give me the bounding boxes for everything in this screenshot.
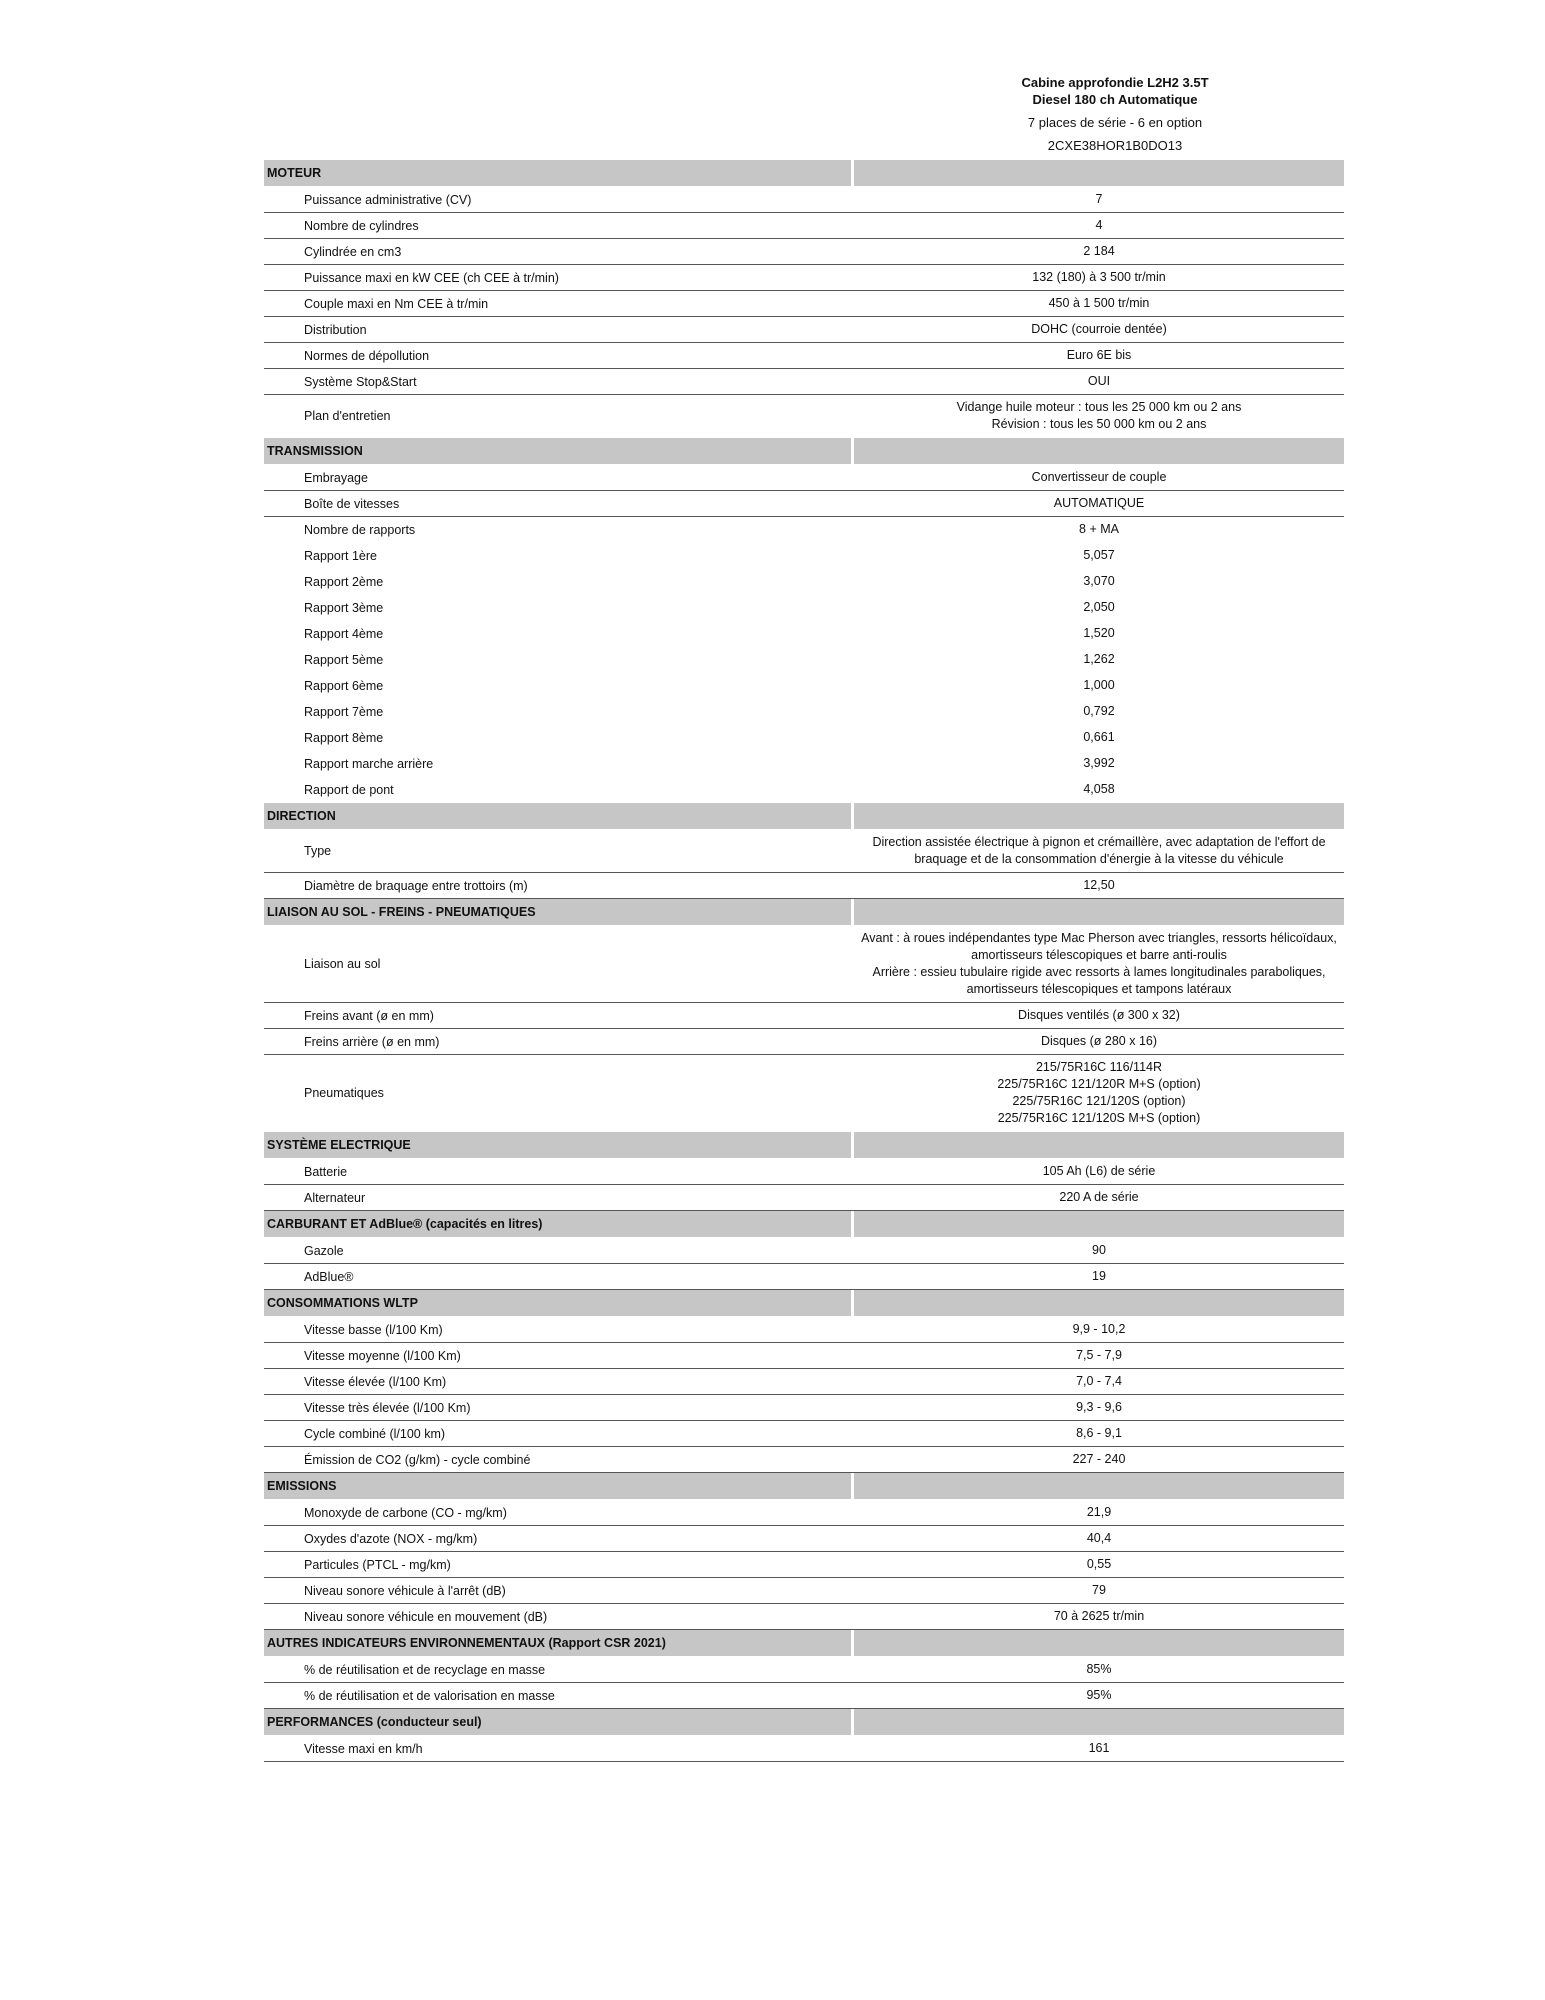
spec-row [264,1604,1344,1630]
spec-row [264,491,1344,517]
spec-label: Rapport 3ème [304,600,384,615]
spec-value-line: 7,0 - 7,4 [1076,1374,1122,1388]
spec-row [264,1447,1344,1473]
spec-row [264,569,1344,595]
spec-label: Type [304,844,332,858]
spec-value-line: 1,262 [1083,652,1115,666]
spec-value-line: 2,050 [1083,600,1115,614]
spec-row [264,543,1344,569]
spec-value-line: 3,070 [1083,574,1115,588]
spec-label: Oxydes d'azote (NOX - mg/km) [304,1531,478,1546]
spec-value-line: 19 [1092,1269,1106,1283]
spec-value [854,673,1344,698]
spec-value [854,1185,1344,1210]
spec-value-line: 225/75R16C 121/120S M+S (option) [997,1111,1201,1125]
spec-label: Couple maxi en Nm CEE à tr/min [304,296,489,311]
spec-value [854,1238,1344,1263]
spec-row [264,1578,1344,1604]
spec-value [854,1683,1344,1708]
section-header [264,1709,1344,1735]
spec-value [854,317,1344,342]
spec-value-line: 0,661 [1083,730,1115,744]
section-header-fill [854,160,1344,186]
spec-row [264,673,1344,699]
spec-value-line: AUTOMATIQUE [1053,496,1145,510]
spec-label: Rapport 2ème [304,574,384,589]
spec-value-line: 21,9 [1086,1505,1112,1519]
model-code: 2CXE38HOR1B0DO13 [1047,138,1183,153]
spec-row [264,343,1344,369]
spec-row [264,1055,1344,1132]
spec-value [854,213,1344,238]
section-header [264,1290,1344,1316]
spec-value-line: 132 (180) à 3 500 tr/min [1032,270,1166,284]
spec-row [264,291,1344,317]
spec-value [854,1604,1344,1629]
spec-row [264,187,1344,213]
spec-value-line: 161 [1088,1741,1110,1755]
spec-row [264,1657,1344,1683]
spec-value-line: 3,992 [1083,756,1115,770]
section-title: SYSTÈME ELECTRIQUE [264,1132,851,1158]
spec-row [264,465,1344,491]
spec-row [264,1526,1344,1552]
section-title: CARBURANT ET AdBlue® (capacités en litres) [264,1211,851,1237]
spec-value [854,491,1344,516]
spec-value-line: 450 à 1 500 tr/min [1048,296,1150,310]
spec-row [264,1185,1344,1211]
spec-row [264,725,1344,751]
spec-value [854,395,1344,437]
section-header-fill [854,1132,1344,1158]
spec-value-line: 225/75R16C 121/120R M+S (option) [997,1077,1201,1091]
section-header-fill [854,803,1344,829]
spec-value [854,1369,1344,1394]
section-header [264,438,1344,464]
spec-row [264,699,1344,725]
spec-row [264,1238,1344,1264]
spec-value [854,343,1344,368]
section-title: MOTEUR [264,160,851,186]
spec-value [854,647,1344,672]
spec-row [264,1029,1344,1055]
section-header [264,1473,1344,1499]
spec-value [854,1447,1344,1472]
spec-value [854,1657,1344,1682]
section-header [264,803,1344,829]
spec-label: Vitesse élevée (l/100 Km) [304,1374,447,1389]
spec-value [854,1578,1344,1603]
spec-row [264,317,1344,343]
spec-value-line: Révision : tous les 50 000 km ou 2 ans [991,417,1207,431]
spec-value-line: 4 [1095,218,1103,232]
spec-value-line: 220 A de série [1059,1190,1139,1204]
section-header-fill [854,899,1344,925]
spec-value-line: OUI [1087,374,1111,388]
spec-value [854,1029,1344,1054]
spec-label: Distribution [304,322,367,337]
spec-row [264,239,1344,265]
spec-label: Nombre de rapports [304,522,416,537]
spec-label: Particules (PTCL - mg/km) [304,1557,451,1572]
spec-label: Alternateur [304,1190,366,1205]
spec-value [854,517,1344,542]
spec-row [264,751,1344,777]
spec-row [264,1343,1344,1369]
spec-row [264,873,1344,899]
spec-value-line: 4,058 [1083,782,1115,796]
spec-value [854,725,1344,750]
spec-value-line: 40,4 [1086,1531,1112,1545]
spec-label: Rapport 7ème [304,704,384,719]
spec-value [854,569,1344,594]
spec-label: % de réutilisation et de valorisation en masse [304,1688,555,1703]
spec-row [264,517,1344,543]
section-title: CONSOMMATIONS WLTP [264,1290,851,1316]
spec-value-line: 85% [1086,1662,1112,1676]
spec-value [854,1264,1344,1289]
model-header [848,74,1382,154]
spec-value [854,1526,1344,1551]
section-header-fill [854,1473,1344,1499]
spec-row [264,1003,1344,1029]
spec-label: Monoxyde de carbone (CO - mg/km) [304,1505,507,1520]
spec-row [264,1317,1344,1343]
spec-row [264,1736,1344,1762]
spec-value-line: 225/75R16C 121/120S (option) [1012,1094,1186,1108]
model-title-line-1: Cabine approfondie L2H2 3.5T [1021,75,1209,90]
spec-value-line: DOHC (courroie dentée) [1031,322,1167,336]
spec-label: Rapport 5ème [304,652,384,667]
spec-label: Liaison au sol [304,957,381,971]
seats-info: 7 places de série - 6 en option [1027,115,1203,130]
spec-label: Puissance administrative (CV) [304,192,472,207]
spec-label: % de réutilisation et de recyclage en masse [304,1662,546,1677]
spec-value-line: Avant : à roues indépendantes type Mac Pherson avec triangles, ressorts hélicoïdaux, [861,931,1337,945]
spec-value-line: 1,000 [1083,678,1115,692]
spec-row [264,395,1344,438]
spec-value-line: 9,9 - 10,2 [1072,1322,1126,1336]
spec-value-line: 12,50 [1083,878,1115,892]
spec-label: Niveau sonore véhicule à l'arrêt (dB) [304,1583,506,1598]
spec-value [854,1055,1344,1131]
spec-value [854,1552,1344,1577]
spec-row [264,647,1344,673]
spec-value [854,1003,1344,1028]
section-header [264,1132,1344,1158]
spec-label: Vitesse moyenne (l/100 Km) [304,1348,461,1363]
spec-value-line: 1,520 [1083,626,1115,640]
spec-table [264,160,1344,1762]
spec-row [264,1552,1344,1578]
spec-value-line: braquage et de la consommation d'énergie à la vitesse du véhicule [914,852,1284,866]
section-header [264,899,1344,925]
spec-value-line: 70 à 2625 tr/min [1053,1609,1145,1623]
spec-label: Diamètre de braquage entre trottoirs (m) [304,878,528,893]
spec-value-line: 8,6 - 9,1 [1076,1426,1122,1440]
spec-label: Puissance maxi en kW CEE (ch CEE à tr/min) [304,270,559,285]
section-title: PERFORMANCES (conducteur seul) [264,1709,851,1735]
section-title: TRANSMISSION [264,438,851,464]
spec-value [854,699,1344,724]
spec-value [854,1317,1344,1342]
spec-label: Plan d'entretien [304,409,391,423]
spec-value-line: 95% [1086,1688,1112,1702]
spec-label: Vitesse basse (l/100 Km) [304,1322,443,1337]
spec-label: Embrayage [304,470,368,485]
spec-value-line: 90 [1092,1243,1106,1257]
spec-row [264,777,1344,803]
spec-value-line: amortisseurs télescopiques et barre anti-roulis [971,948,1227,962]
spec-value [854,595,1344,620]
section-header-fill [854,438,1344,464]
spec-label: Batterie [304,1164,348,1179]
spec-label: Niveau sonore véhicule en mouvement (dB) [304,1609,548,1624]
spec-label: Rapport 8ème [304,730,384,745]
spec-row [264,926,1344,1003]
spec-label: Nombre de cylindres [304,218,419,233]
spec-row [264,265,1344,291]
spec-value [854,1421,1344,1446]
spec-label: Cycle combiné (l/100 km) [304,1426,446,1441]
spec-value-line: 227 - 240 [1072,1452,1126,1466]
spec-value-line: 215/75R16C 116/114R [1035,1060,1163,1074]
spec-row [264,213,1344,239]
section-header-fill [854,1211,1344,1237]
spec-label: Émission de CO2 (g/km) - cycle combiné [304,1452,531,1467]
section-header [264,1211,1344,1237]
section-title: DIRECTION [264,803,851,829]
spec-value [854,1159,1344,1184]
spec-label: Freins arrière (ø en mm) [304,1034,440,1049]
spec-value-line: 2 184 [1083,244,1115,258]
spec-label: Vitesse très élevée (l/100 Km) [304,1400,471,1415]
spec-row [264,621,1344,647]
spec-value [854,369,1344,394]
spec-value-line: Disques ventilés (ø 300 x 32) [1018,1008,1180,1022]
spec-value-line: Vidange huile moteur : tous les 25 000 km ou 2 ans [956,400,1242,414]
spec-value-line: Arrière : essieu tubulaire rigide avec ressorts à lames longitudinales paraboliques, [872,965,1326,979]
spec-row [264,369,1344,395]
spec-label: Rapport 6ème [304,678,384,693]
section-header [264,1630,1344,1656]
spec-value [854,291,1344,316]
spec-value-line: 105 Ah (L6) de série [1042,1164,1156,1178]
spec-label: Système Stop&Start [304,374,417,389]
spec-row [264,1683,1344,1709]
spec-row [264,595,1344,621]
spec-label: Rapport 1ère [304,548,377,563]
spec-value-line: Convertisseur de couple [1031,470,1167,484]
spec-value [854,1395,1344,1420]
spec-value [854,751,1344,776]
spec-value [854,621,1344,646]
spec-row [264,1421,1344,1447]
spec-label: Cylindrée en cm3 [304,244,402,259]
spec-value-line: Euro 6E bis [1066,348,1132,362]
section-header-fill [854,1290,1344,1316]
spec-label: Normes de dépollution [304,348,430,363]
spec-label: Pneumatiques [304,1086,384,1100]
spec-value-line: Disques (ø 280 x 16) [1040,1034,1158,1048]
spec-value-line: 0,55 [1086,1557,1112,1571]
spec-label: Freins avant (ø en mm) [304,1008,434,1023]
spec-value [854,926,1344,1002]
spec-value-line: 7,5 - 7,9 [1076,1348,1122,1362]
section-header-fill [854,1709,1344,1735]
spec-value [854,1736,1344,1761]
spec-label: Rapport de pont [304,782,394,797]
section-title: AUTRES INDICATEURS ENVIRONNEMENTAUX (Rapport CSR 2021) [264,1630,851,1656]
section-title: LIAISON AU SOL - FREINS - PNEUMATIQUES [264,899,851,925]
spec-row [264,1500,1344,1526]
spec-label: Vitesse maxi en km/h [304,1741,423,1756]
spec-value-line: amortisseurs télescopiques et tampons latéraux [966,982,1232,996]
model-title-line-2: Diesel 180 ch Automatique [1032,92,1198,107]
spec-value [854,187,1344,212]
section-header-fill [854,1630,1344,1656]
spec-value [854,1500,1344,1525]
spec-label: Rapport marche arrière [304,756,434,771]
spec-value [854,239,1344,264]
spec-label: Gazole [304,1243,344,1258]
spec-value [854,830,1344,872]
spec-value [854,465,1344,490]
spec-row [264,1369,1344,1395]
spec-label: Rapport 4ème [304,626,384,641]
spec-value-line: 5,057 [1083,548,1115,562]
spec-row [264,1264,1344,1290]
spec-value [854,1343,1344,1368]
section-title: EMISSIONS [264,1473,851,1499]
spec-value-line: 7 [1095,192,1103,206]
spec-row [264,1395,1344,1421]
spec-label: Boîte de vitesses [304,496,400,511]
spec-value [854,873,1344,898]
spec-label: AdBlue® [304,1269,354,1284]
spec-value [854,543,1344,568]
spec-value-line: 9,3 - 9,6 [1076,1400,1122,1414]
spec-value-line: 8 + MA [1079,522,1119,536]
spec-value-line: 0,792 [1083,704,1115,718]
section-header [264,160,1344,186]
spec-value [854,265,1344,290]
spec-row [264,1159,1344,1185]
spec-value-line: 79 [1092,1583,1106,1597]
spec-value-line: Direction assistée électrique à pignon et crémaillère, avec adaptation de l'effort de [872,835,1326,849]
spec-row [264,830,1344,873]
spec-value [854,777,1344,802]
